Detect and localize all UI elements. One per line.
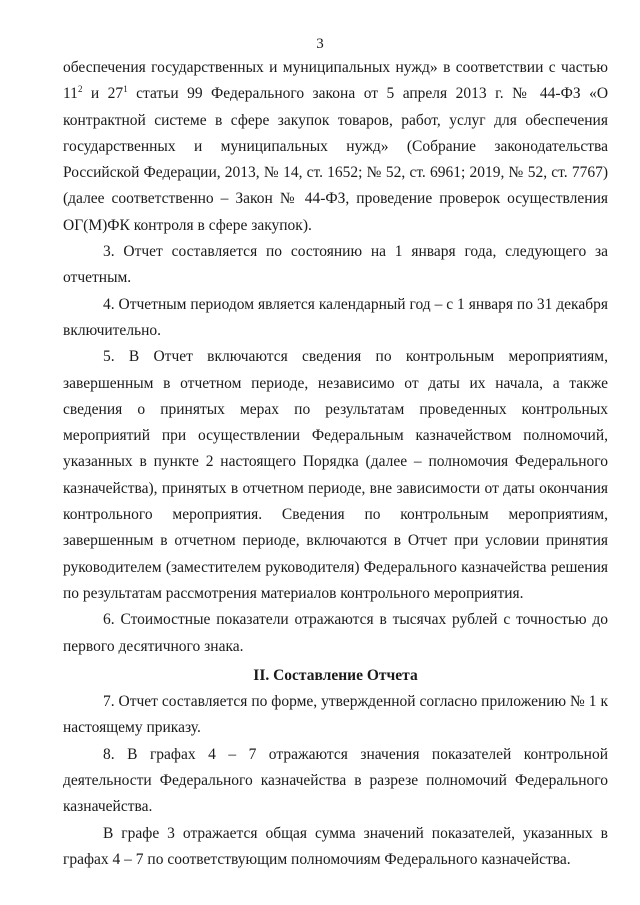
paragraph-7: 7. Отчет составляется по форме, утвержденной согласно приложению № 1 к настоящему приказу. xyxy=(63,693,608,737)
superscript: 1 xyxy=(123,84,128,95)
paragraph-8: 8. В графах 4 – 7 отражаются значения показателей контрольной деятельности Федерального казначейства в разрезе полномочий Федерального казначейства. xyxy=(63,745,608,816)
paragraph-6: 6. Стоимостные показатели отражаются в тысячах рублей с точностью до первого десятичного знака. xyxy=(63,611,608,655)
paragraph-continuation xyxy=(63,55,608,239)
paragraph-4: 4. Отчетным периодом является календарный год – с 1 января по 31 декабря включительно. xyxy=(63,295,608,339)
paragraph-5: 5. В Отчет включаются сведения по контрольным мероприятиям, завершенным в отчетном периоде, независимо от даты их начала, а также сведения о принятых мерах по результатам проведенных контрольных мероприятий при осуществлении Федеральным казначейством полномочий, указанных в пункте 2 настоящего Порядка (далее – полномочия Федерального казначейства), принятых в отчетном периоде, вне зависимости от даты окончания контрольного мероприятия. Сведения по контрольным мероприятиям, завершенным в отчетном периоде, включаются в Отчет при условии принятия руководителем (заместителем руководителя) Федерального казначейства решения по результатам рассмотрения материалов контрольного мероприятия. xyxy=(63,348,608,602)
paragraph-text: и 27 xyxy=(82,85,124,103)
paragraph-3: 3. Отчет составляется по состоянию на 1 января года, следующего за отчетным. xyxy=(63,243,608,287)
section-heading: II. Составление Отчета xyxy=(253,666,418,684)
paragraph-text: статьи 99 Федерального закона от 5 апреля 2013 г. № 44-ФЗ «О контрактной системе в сфере закупок товаров, работ, услуг для обеспечения государственных и муниципальных нужд» (Собрание законодательства Российской Федерации, 2013, № 14, ст. 1652; № 52, ст. 6961; 2019, № 52, ст. 7767) (далее соответственно – Закон № 44-ФЗ, проведение проверок осуществления ОГ(М)ФК контроля в сфере закупок). xyxy=(63,85,609,234)
document-body xyxy=(63,55,608,873)
superscript: 2 xyxy=(77,84,83,95)
paragraph-8-continued: В графе 3 отражается общая сумма значений показателей, указанных в графах 4 – 7 по соответствующим полномочиям Федерального казначейства. xyxy=(63,824,608,868)
page-number: 3 xyxy=(316,36,324,52)
paragraph-text: обеспечения государственных и муниципальных нужд» в соответствии с частью 11 xyxy=(63,59,608,103)
